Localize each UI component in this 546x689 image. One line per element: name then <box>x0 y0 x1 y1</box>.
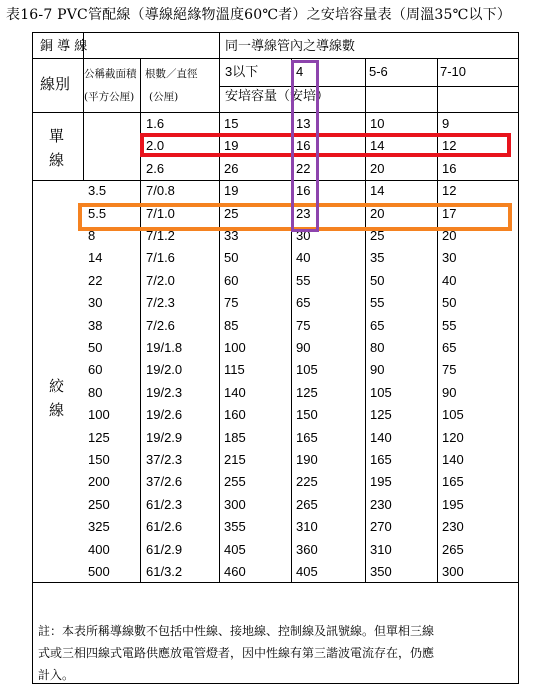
table-cell: 80 <box>370 340 385 355</box>
table-cell: 125 <box>296 384 318 400</box>
table-cell: 19/2.0 <box>146 362 183 378</box>
table-cell: 325 <box>88 519 110 535</box>
table-cell: 12 <box>442 183 457 199</box>
table-cell: 265 <box>296 496 318 512</box>
table-cell: 125 <box>370 407 392 423</box>
table-cell: 61/2.6 <box>146 519 183 535</box>
table-cell: 50 <box>88 340 103 355</box>
table-cell: 15 <box>224 116 239 131</box>
table-cell: 55 <box>442 317 457 333</box>
table-cell: 17 <box>442 205 457 221</box>
horizontal-rule <box>219 86 519 87</box>
table-cell: 75 <box>442 362 457 378</box>
note-line-2: 式或三相四線式電路供應放電管燈者，因中性線有第三諧波電流存在，仍應 <box>38 646 435 660</box>
table-cell: 115 <box>224 362 245 378</box>
table-cell: 140 <box>224 384 246 400</box>
table-cell: 225 <box>296 474 318 490</box>
table-cell: 50 <box>224 250 239 266</box>
table-cell: 38 <box>88 317 103 333</box>
area-unit: (平方公厘) <box>84 91 135 103</box>
table-cell: 55 <box>296 272 311 288</box>
table-cell: 13 <box>296 116 311 131</box>
table-cell: 14 <box>370 138 385 154</box>
table-cell: 350 <box>370 564 392 579</box>
table-cell: 165 <box>296 429 318 445</box>
table-cell: 25 <box>370 228 385 243</box>
horizontal-rule <box>32 180 519 181</box>
vertical-rule <box>140 58 141 582</box>
table-cell: 150 <box>296 407 318 423</box>
table-cell: 250 <box>88 496 110 512</box>
table-cell: 140 <box>442 452 464 467</box>
horizontal-rule <box>32 582 519 583</box>
table-cell: 65 <box>296 295 311 311</box>
table-cell: 105 <box>442 407 464 423</box>
table-cell: 30 <box>296 228 311 243</box>
strands-unit: (公厘) <box>149 91 179 103</box>
table-cell: 20 <box>442 228 457 243</box>
table-cell: 140 <box>370 429 392 445</box>
table-cell: 19 <box>224 138 239 154</box>
table-cell: 400 <box>88 541 110 557</box>
count-col-1: 3以下 <box>225 64 259 79</box>
vertical-rule <box>365 58 366 582</box>
table-cell: 120 <box>442 429 464 445</box>
vertical-rule <box>437 58 438 582</box>
table-cell: 22 <box>88 272 103 288</box>
table-cell: 19/2.3 <box>146 384 183 400</box>
strands-header: 根數／直徑 <box>145 68 198 80</box>
table-cell: 12 <box>442 138 457 154</box>
table-cell: 40 <box>296 250 311 266</box>
table-cell: 3.5 <box>88 183 107 199</box>
ampacity-header: 安培容量（安培） <box>225 89 330 104</box>
table-cell: 65 <box>370 317 385 333</box>
table-cell: 125 <box>88 429 110 445</box>
note-line-3: 計入。 <box>38 668 75 682</box>
copper-conductor-header: 銅 導 線 <box>40 39 88 54</box>
vertical-rule <box>83 32 84 112</box>
count-col-3: 5-6 <box>369 64 388 79</box>
table-cell: 33 <box>224 228 239 243</box>
table-cell: 310 <box>370 541 392 557</box>
table-cell: 22 <box>296 160 311 176</box>
table-cell: 215 <box>224 452 246 467</box>
table-cell: 30 <box>88 295 103 311</box>
horizontal-rule <box>32 58 519 59</box>
table-cell: 185 <box>224 429 246 445</box>
table-cell: 16 <box>296 183 311 199</box>
table-cell: 7/2.6 <box>146 317 175 333</box>
table-cell: 65 <box>442 340 457 355</box>
table-title: 表16-7 PVC管配線（導線絕緣物溫度60℃者）之安培容量表（周溫35℃以下） <box>6 7 512 23</box>
table-cell: 9 <box>442 116 450 131</box>
table-cell: 60 <box>88 362 103 378</box>
table-cell: 90 <box>296 340 311 355</box>
table-cell: 80 <box>88 384 103 400</box>
table-cell: 265 <box>442 541 464 557</box>
area-header: 公稱截面積 <box>84 68 137 80</box>
table-cell: 55 <box>370 295 385 311</box>
table-cell: 355 <box>224 519 246 535</box>
table-cell: 230 <box>442 519 464 535</box>
table-cell: 16 <box>442 160 457 176</box>
table-cell: 105 <box>370 384 392 400</box>
table-cell: 23 <box>296 205 311 221</box>
table-cell: 14 <box>88 250 103 266</box>
table-cell: 20 <box>370 205 385 221</box>
table-cell: 255 <box>224 474 246 490</box>
vertical-rule <box>219 32 220 582</box>
table-cell: 405 <box>224 541 246 557</box>
table-cell: 500 <box>88 564 110 579</box>
table-cell: 150 <box>88 452 110 467</box>
table-cell: 61/2.9 <box>146 541 183 557</box>
table-cell: 20 <box>370 160 385 176</box>
table-cell: 7/2.3 <box>146 295 175 311</box>
table-cell: 50 <box>442 295 457 311</box>
table-cell: 2.6 <box>146 160 165 176</box>
table-cell: 30 <box>442 250 457 266</box>
count-col-2: 4 <box>296 64 304 79</box>
table-cell: 195 <box>370 474 392 490</box>
table-cell: 165 <box>370 452 392 467</box>
table-cell: 35 <box>370 250 385 266</box>
note-line-1: 註：本表所稱導線數不包括中性線、接地線、控制線及訊號線。但單相三線 <box>38 624 435 638</box>
table-cell: 100 <box>88 407 110 423</box>
table-cell: 37/2.3 <box>146 452 183 467</box>
conductor-count-header: 同一導線管內之導線數 <box>225 39 356 54</box>
table-cell: 460 <box>224 564 246 579</box>
table-cell: 360 <box>296 541 318 557</box>
stranded-wire-label: 絞線 <box>49 377 65 419</box>
vertical-rule <box>83 112 84 180</box>
table-cell: 75 <box>224 295 239 311</box>
count-col-4: 7-10 <box>440 64 467 79</box>
table-cell: 5.5 <box>88 205 107 221</box>
table-cell: 10 <box>370 116 385 131</box>
table-cell: 19 <box>224 183 239 199</box>
table-cell: 310 <box>296 519 318 535</box>
table-cell: 90 <box>442 384 457 400</box>
table-cell: 19/2.6 <box>146 407 183 423</box>
table-cell: 14 <box>370 183 385 199</box>
table-cell: 19/1.8 <box>146 340 183 355</box>
table-cell: 190 <box>296 452 318 467</box>
table-cell: 270 <box>370 519 392 535</box>
single-wire-label: 單線 <box>49 127 65 169</box>
table-cell: 405 <box>296 564 318 579</box>
table-cell: 50 <box>370 272 385 288</box>
table-cell: 160 <box>224 407 246 423</box>
table-cell: 200 <box>88 474 110 490</box>
table-cell: 60 <box>224 272 239 288</box>
table-cell: 105 <box>296 362 318 378</box>
vertical-rule <box>291 58 292 582</box>
table-cell: 85 <box>224 317 239 333</box>
table-cell: 230 <box>370 496 392 512</box>
table-cell: 7/1.2 <box>146 228 175 243</box>
table-cell: 25 <box>224 205 239 221</box>
table-cell: 40 <box>442 272 457 288</box>
table-cell: 19/2.9 <box>146 429 183 445</box>
table-cell: 100 <box>224 340 246 355</box>
table-cell: 7/2.0 <box>146 272 175 288</box>
table-cell: 7/1.6 <box>146 250 175 266</box>
table-cell: 16 <box>296 138 311 154</box>
table-cell: 195 <box>442 496 464 512</box>
table-cell: 300 <box>224 496 246 512</box>
table-cell: 90 <box>370 362 385 378</box>
table-cell: 75 <box>296 317 311 333</box>
type-header: 線別 <box>40 75 71 93</box>
table-cell: 61/2.3 <box>146 496 183 512</box>
table-cell: 8 <box>88 228 96 243</box>
table-cell: 7/1.0 <box>146 205 175 221</box>
horizontal-rule <box>32 112 519 113</box>
table-cell: 7/0.8 <box>146 183 175 199</box>
table-cell: 1.6 <box>146 116 165 131</box>
table-cell: 37/2.6 <box>146 474 183 490</box>
table-cell: 300 <box>442 564 464 579</box>
table-cell: 26 <box>224 160 239 176</box>
table-cell: 2.0 <box>146 138 165 154</box>
table-cell: 61/3.2 <box>146 564 183 579</box>
table-cell: 165 <box>442 474 464 490</box>
